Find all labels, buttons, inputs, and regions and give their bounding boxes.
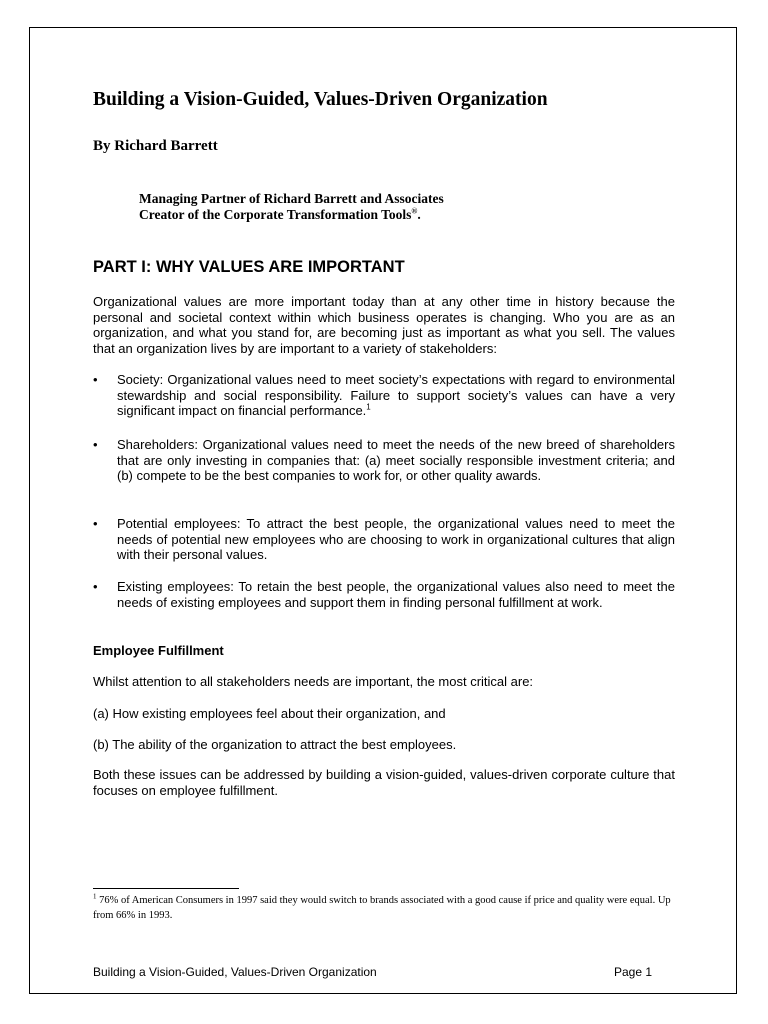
footnote-rule xyxy=(93,888,239,889)
affiliation-line-2-text: Creator of the Corporate Transformation Tools xyxy=(139,207,412,222)
bullet-text: Existing employees: To retain the best people, the organizational values also need to meet the needs of existing employees and support them in finding personal fulfillment at work. xyxy=(117,579,675,610)
footer-title: Building a Vision-Guided, Values-Driven Organization xyxy=(93,965,377,979)
affiliation-line-1: Managing Partner of Richard Barrett and Associates xyxy=(139,191,444,206)
bullet-text: Shareholders: Organizational values need to meet the needs of the new breed of shareholders that are only investing in companies that: (a) meet socially responsible investment criteria; and (b) compete to be the best companies to work for, or other quality awards. xyxy=(117,437,675,483)
page-border xyxy=(29,27,737,994)
intro-paragraph: Organizational values are more important today than at any other time in history because the personal and societal context within which business operates is changing. Who you are as an organization, and what you stand for, are becoming just as important as what you sell. The values that an organization lives by are important to a variety of stakeholders: xyxy=(93,294,675,356)
bullet-text: Potential employees: To attract the best people, the organizational values need to meet the needs of potential new employees who are choosing to work in organizational cultures that align with their personal values. xyxy=(117,516,675,562)
fulfillment-item-a: (a) How existing employees feel about their organization, and xyxy=(93,706,446,721)
bullet-text xyxy=(117,372,675,419)
fulfillment-item-b: (b) The ability of the organization to attract the best employees. xyxy=(93,737,457,752)
page-number: Page 1 xyxy=(614,965,653,979)
footnote xyxy=(93,894,675,923)
affiliation-line-2 xyxy=(139,207,421,223)
bullet-icon: • xyxy=(93,437,98,452)
fulfillment-closing: Both these issues can be addressed by building a vision-guided, values-driven corporate culture that focuses on employee fulfillment. xyxy=(93,767,675,798)
footnote-ref: 1 xyxy=(366,402,371,412)
document-title: Building a Vision-Guided, Values-Driven Organization xyxy=(93,89,548,110)
bullet-text-body: Society: Organizational values need to meet society’s expectations with regard to environmental stewardship and social responsibility. Failure to support society’s values can have a very significant impact on financial performance. xyxy=(117,372,675,418)
footnote-number: 1 xyxy=(93,892,97,901)
byline: By Richard Barrett xyxy=(93,138,218,154)
section-heading-part1: PART I: WHY VALUES ARE IMPORTANT xyxy=(93,258,405,276)
subsection-heading-fulfillment: Employee Fulfillment xyxy=(93,643,224,658)
bullet-icon: • xyxy=(93,516,98,531)
footnote-text: 76% of American Consumers in 1997 said they would switch to brands associated with a good cause if price and quality were equal. Up from 66% in 1993. xyxy=(93,895,671,921)
affiliation-line-2-end: . xyxy=(417,207,421,222)
bullet-icon: • xyxy=(93,579,98,594)
registered-mark: ® xyxy=(411,206,418,216)
bullet-icon: • xyxy=(93,372,98,387)
fulfillment-intro: Whilst attention to all stakeholders needs are important, the most critical are: xyxy=(93,674,534,689)
